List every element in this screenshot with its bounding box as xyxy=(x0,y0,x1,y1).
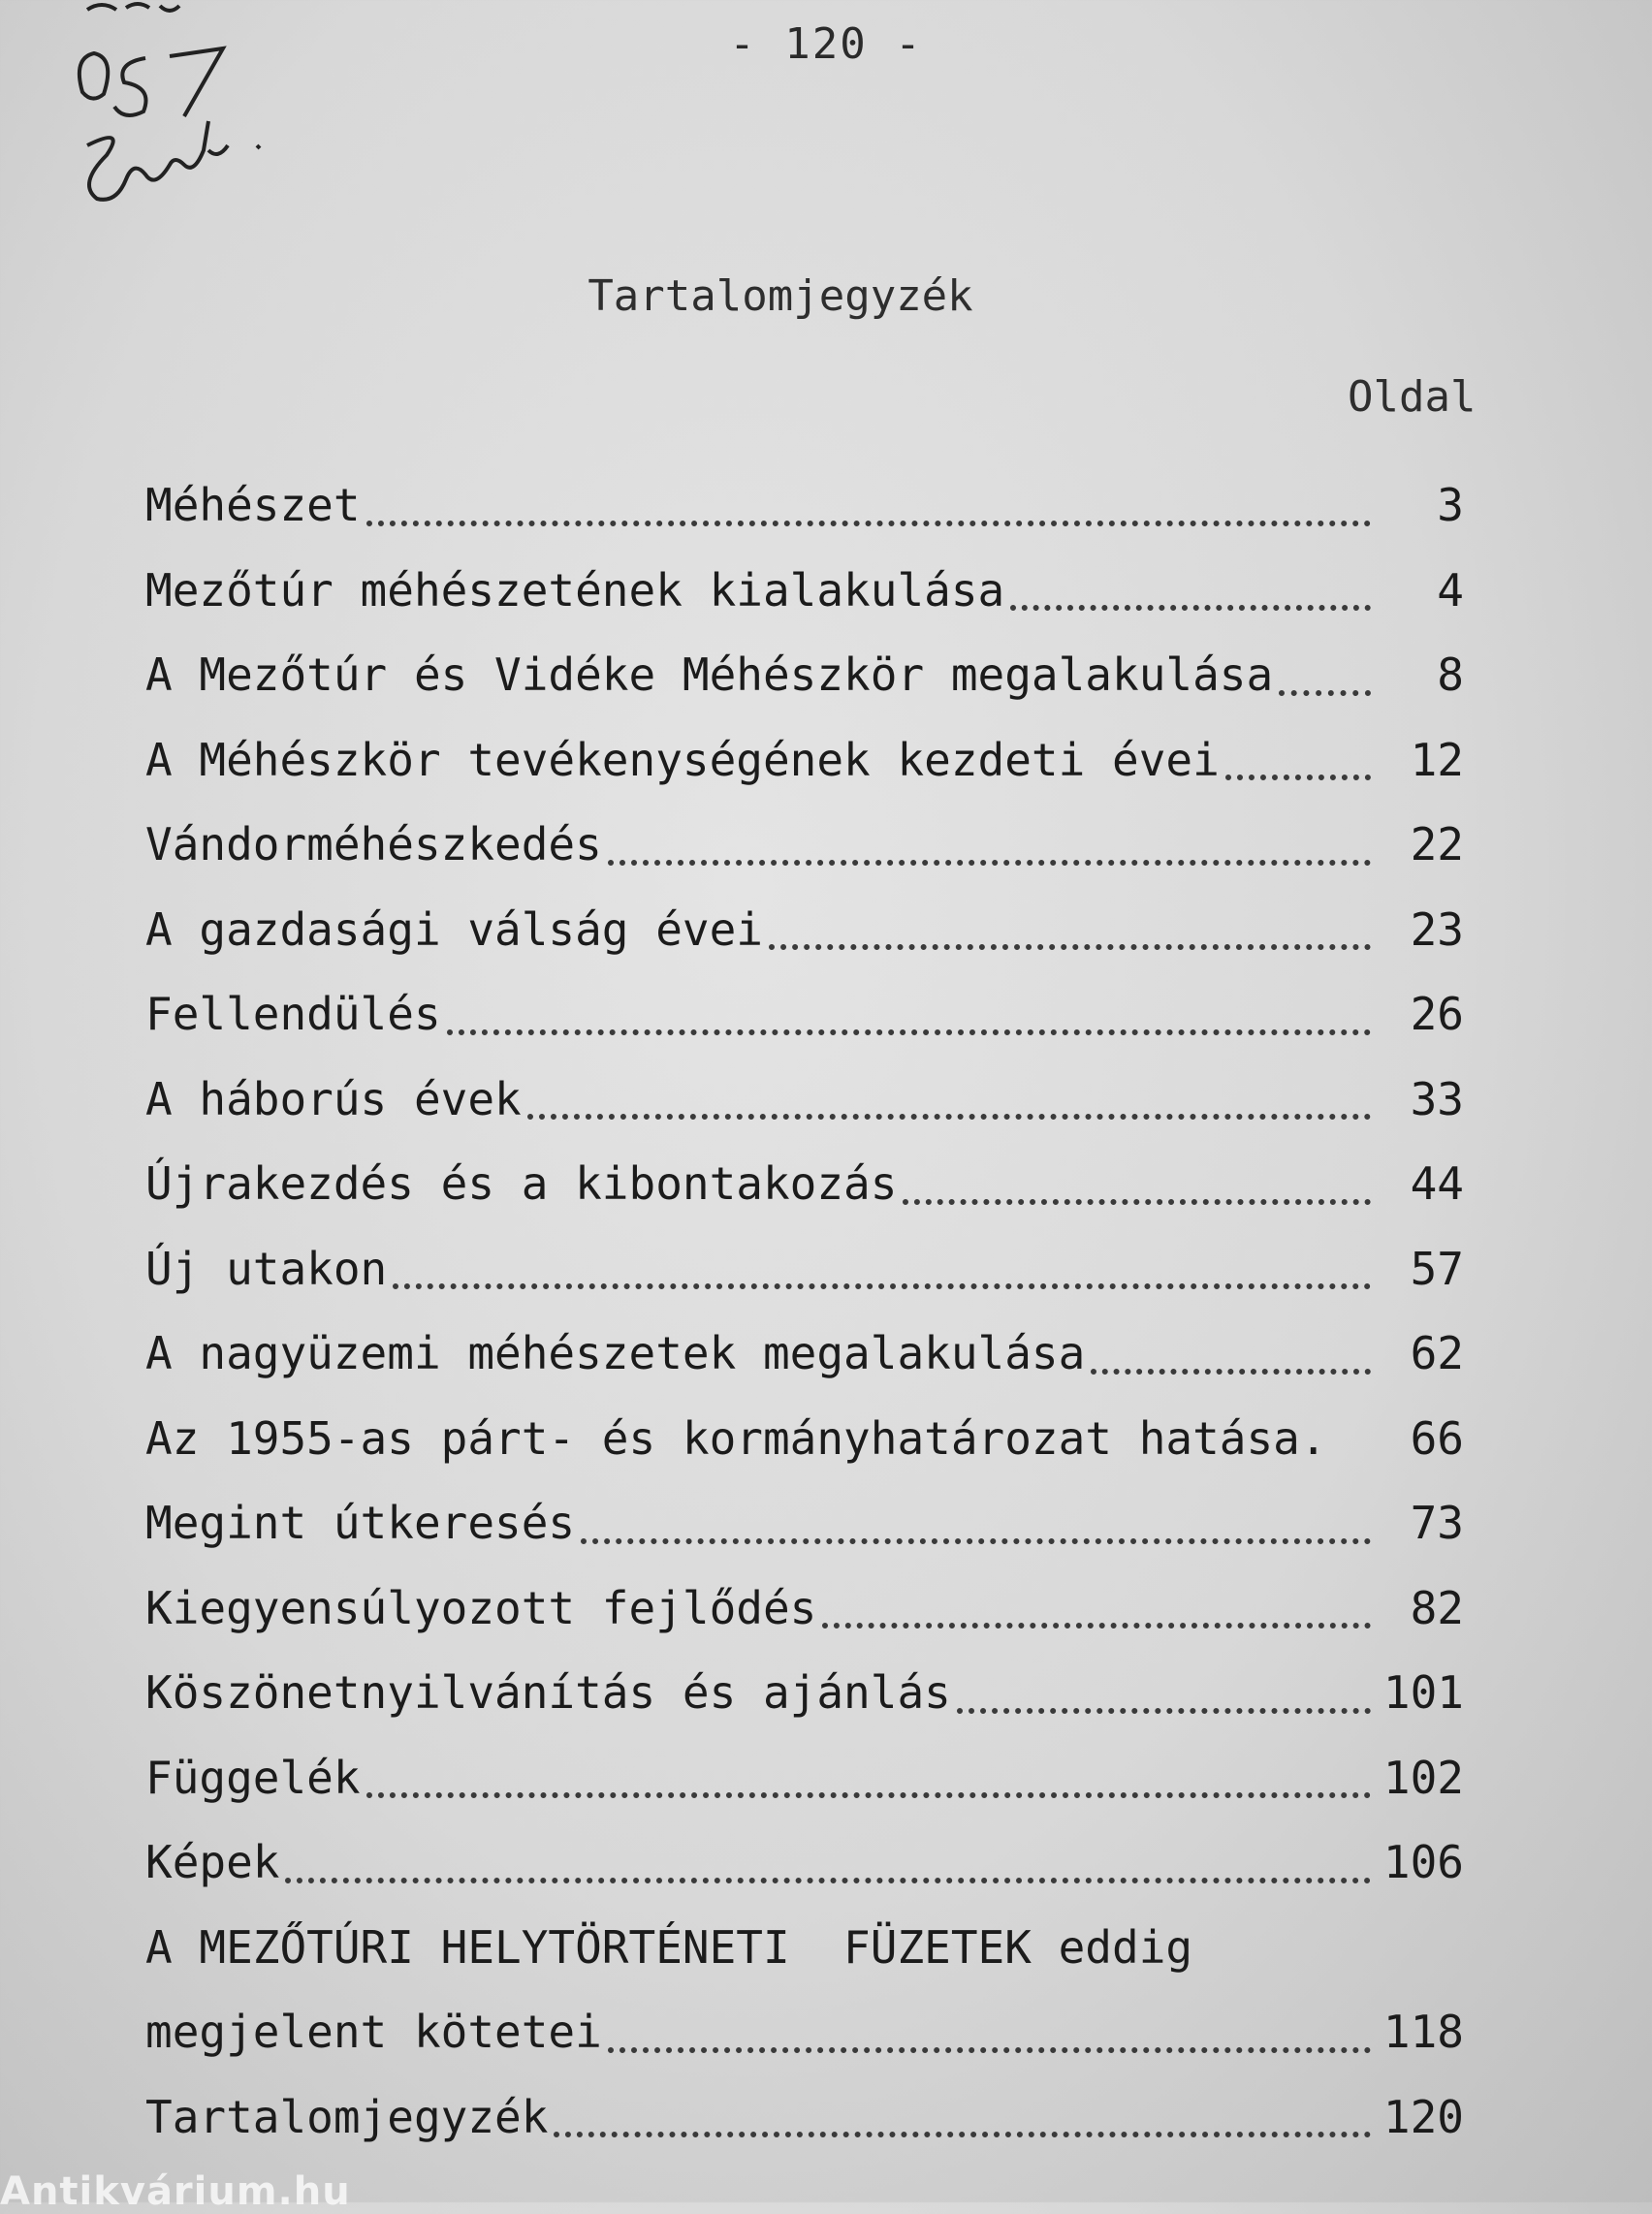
dot-leader xyxy=(366,521,1371,526)
dot-leader xyxy=(581,1538,1371,1544)
toc-heading: Tartalomjegyzék xyxy=(588,271,973,321)
toc-entry xyxy=(145,1481,1464,1566)
toc-entry xyxy=(145,1990,1464,2075)
toc-entry-title: A gazdasági válság évei xyxy=(145,902,763,956)
toc-entry-title: Kiegyensúlyozott fejlődés xyxy=(145,1581,817,1634)
watermark: Antikvárium.hu xyxy=(0,2169,351,2214)
toc-entry xyxy=(145,1651,1464,1736)
toc-entry xyxy=(145,1906,1464,1991)
toc-entry-title: Megint útkeresés xyxy=(145,1497,576,1549)
toc-entry xyxy=(145,718,1464,804)
toc-entry-title: Újrakezdés és a kibontakozás xyxy=(145,1157,898,1210)
toc-entry xyxy=(145,1736,1464,1821)
page-number: - 120 - xyxy=(729,19,923,69)
toc-entry-title: Új utakon xyxy=(145,1242,388,1295)
page-column-label: Oldal xyxy=(1348,372,1477,422)
toc-entry-title: Képek xyxy=(145,1836,280,1888)
toc-entry-page: 66 xyxy=(1410,1411,1464,1465)
toc-entry-title: Tartalomjegyzék xyxy=(145,2090,549,2143)
toc-entry-page: 57 xyxy=(1410,1242,1464,1295)
toc-entry xyxy=(145,1227,1464,1313)
toc-entry-title: Köszönetnyilvánítás és ajánlás xyxy=(145,1666,951,1719)
dot-leader xyxy=(554,2132,1371,2137)
toc-entry xyxy=(145,549,1464,634)
toc-entry xyxy=(145,1058,1464,1143)
toc-entry-page: 106 xyxy=(1382,1836,1464,1888)
dot-leader xyxy=(822,1623,1371,1629)
toc-entry xyxy=(145,1820,1464,1906)
dot-leader xyxy=(393,1283,1371,1289)
dot-leader xyxy=(447,1029,1371,1035)
toc-entry-title: A Méhészkör tevékenységének kezdeti évei xyxy=(145,733,1220,786)
toc-entry-page: 102 xyxy=(1382,1751,1464,1804)
toc-entry-page: 26 xyxy=(1410,988,1464,1040)
toc-entry-title: Vándorméhészkedés xyxy=(145,818,602,870)
toc-entry xyxy=(145,2075,1464,2161)
toc-entry xyxy=(145,888,1464,973)
dot-leader xyxy=(608,860,1371,866)
toc-entry xyxy=(145,1312,1464,1397)
toc-entry-page: 23 xyxy=(1410,902,1464,956)
dot-leader xyxy=(1279,690,1371,696)
toc-entry-page: 82 xyxy=(1410,1581,1464,1634)
toc-entry-title: Méhészet xyxy=(145,479,361,531)
toc-entry-page: 3 xyxy=(1437,479,1464,531)
dot-leader xyxy=(1225,775,1371,780)
toc-entry-page: 62 xyxy=(1410,1327,1464,1379)
toc-entry-page: 44 xyxy=(1410,1157,1464,1210)
toc-entry-page: 101 xyxy=(1382,1666,1464,1719)
toc-entry xyxy=(145,803,1464,888)
dot-leader xyxy=(957,1708,1371,1714)
toc-entry-title: megjelent kötetei xyxy=(145,2006,602,2058)
toc-entry-title: A háborús évek xyxy=(145,1072,522,1125)
dot-leader xyxy=(366,1792,1371,1798)
toc-entry xyxy=(145,1397,1464,1482)
toc-entry xyxy=(145,972,1464,1058)
toc-entry xyxy=(145,633,1464,718)
dot-leader xyxy=(903,1199,1371,1205)
dot-leader xyxy=(1091,1369,1371,1375)
toc-entry-title: Fellendülés xyxy=(145,988,441,1040)
toc-entry-page: 4 xyxy=(1437,563,1464,617)
toc-entry-title: A MEZŐTÚRI HELYTÖRTÉNETI FÜZETEK eddig xyxy=(145,1920,1193,1974)
dot-leader xyxy=(769,944,1371,950)
toc-entry-page: 118 xyxy=(1382,2006,1464,2058)
toc-entry xyxy=(145,1566,1464,1652)
toc-entry-page: 33 xyxy=(1410,1072,1464,1125)
toc-entry-page: 12 xyxy=(1410,733,1464,786)
toc-entry-page: 8 xyxy=(1437,648,1464,701)
dot-leader xyxy=(285,1878,1371,1883)
toc-entry xyxy=(145,1142,1464,1227)
toc-entry-title: Függelék xyxy=(145,1751,361,1804)
toc-entry-page: 120 xyxy=(1382,2090,1464,2143)
table-of-contents xyxy=(145,463,1464,2160)
toc-entry-page: 22 xyxy=(1410,818,1464,870)
dot-leader xyxy=(527,1114,1371,1120)
toc-entry-title: A nagyüzemi méhészetek megalakulása xyxy=(145,1327,1086,1379)
toc-entry-title: Mezőtúr méhészetének kialakulása xyxy=(145,563,1005,617)
toc-entry-page: 73 xyxy=(1410,1497,1464,1549)
dot-leader xyxy=(608,2047,1371,2053)
toc-entry-title: A Mezőtúr és Vidéke Méhészkör megalakulása xyxy=(145,648,1274,701)
toc-entry xyxy=(145,463,1464,549)
dot-leader xyxy=(1010,605,1371,611)
toc-entry-title: Az 1955-as párt- és kormányhatározat hatása. xyxy=(145,1411,1327,1465)
